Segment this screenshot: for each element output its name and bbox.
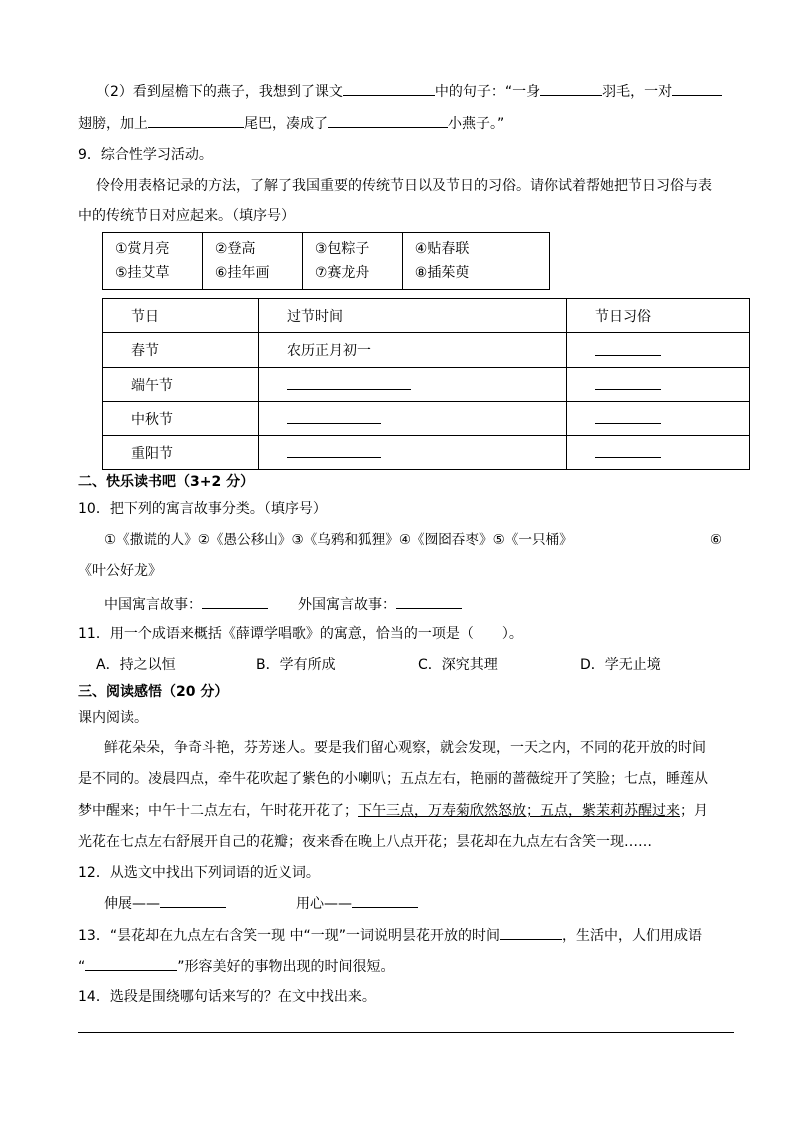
q9-intro-line2: 中的传统节日对应起来。（填序号） [78,208,295,224]
q10-stories-line1: ①《撒谎的人》②《愚公移山》③《乌鸦和狐狸》④《囫囵吞枣》⑤《一只桶》 ⑥ [104,532,722,548]
festival-time [259,436,567,470]
section3-title: 三、阅读感悟（20 分） [78,684,229,700]
answer-blank[interactable] [287,409,381,424]
answer-blank[interactable] [148,113,244,128]
answer-blank[interactable] [595,341,661,356]
custom-options-table [102,232,550,290]
festival-name: 春节 [103,333,259,368]
option-cell: ②登高 ⑥挂年画 [202,233,302,290]
header-festival: 节日 [103,299,259,333]
festival-time: 农历正月初一 [259,333,567,368]
q14-title: 14．选段是围绕哪句话来写的？在文中找出来。 [78,989,376,1005]
passage-line: 是不同的。凌晨四点，牵牛花吹起了紫色的小喇叭；五点左右，艳丽的蔷薇绽开了笑脸；七点，睡莲从 [78,771,708,787]
header-time: 过节时间 [259,299,567,333]
q11-option[interactable]: D．学无止境 [580,657,661,673]
festival-name: 中秋节 [103,402,259,436]
section2-title: 二、快乐读书吧（3+2 分） [78,474,255,490]
header-custom: 节日习俗 [567,299,750,333]
answer-blank[interactable] [160,893,226,908]
q10-stories-line2: 《叶公好龙》 [78,563,162,579]
passage-line: 鲜花朵朵，争奇斗艳，芬芳迷人。要是我们留心观察，就会发现，一天之内，不同的花开放的时间 [104,740,706,756]
answer-blank[interactable] [287,375,411,390]
q11-option[interactable]: C．深究其理 [418,657,498,673]
passage-line: 梦中醒来；中午十二点左右，午时花开花了；下午三点，万寿菊欣然怒放；五点，紫茉莉苏醒过来；月 [78,803,708,819]
underlined-sentence: 下午三点，万寿菊欣然怒放；五点，紫茉莉苏醒过来 [358,803,680,819]
festival-name: 重阳节 [103,436,259,470]
answer-blank[interactable] [287,443,381,458]
q10-title: 10．把下列的寓言故事分类。（填序号） [78,501,327,517]
q8-part2-line2: 翅膀，加上 尾巴，凑成了 小燕子。” [78,113,504,134]
festival-name: 端午节 [103,368,259,402]
answer-blank[interactable] [595,375,661,390]
festival-time [259,368,567,402]
answer-blank[interactable] [396,594,462,609]
answer-blank[interactable] [328,113,448,128]
custom-cell [567,436,750,470]
q10-answer-line: 中国寓言故事： 外国寓言故事： [104,594,462,615]
answer-blank[interactable] [352,893,418,908]
answer-blank[interactable] [540,81,602,96]
custom-cell [567,368,750,402]
custom-cell [567,333,750,368]
festival-table [102,298,750,470]
festival-time [259,402,567,436]
answer-blank[interactable] [202,594,268,609]
option-cell: ④贴春联 ⑧插茱萸 [402,233,549,290]
answer-blank[interactable] [595,409,661,424]
answer-blank[interactable] [595,443,661,458]
option-cell: ①赏月亮 ⑤挂艾草 [103,233,203,290]
reading-label: 课内阅读。 [78,710,148,726]
answer-blank[interactable] [672,81,722,96]
q13-line1: 13．“昙花却在九点左右含笑一现 中“一现”一词说明昙花开放的时间 ，生活中，人们用成语 [78,925,702,946]
answer-blank[interactable] [500,925,562,940]
q9-title: 9．综合性学习活动。 [78,147,213,163]
q11-title: 11．用一个成语来概括《薛谭学唱歌》的寓意，恰当的一项是（ ）。 [78,626,523,642]
passage-line: 光花在七点左右舒展开自己的花瓣；夜来香在晚上八点开花；昙花却在九点左右含笑一现…… [78,834,652,850]
answer-blank[interactable] [85,956,177,971]
q9-intro-line1: 伶伶用表格记录的方法，了解了我国重要的传统节日以及节日的习俗。请你试着帮她把节日习俗与表 [96,178,712,194]
option-cell: ③包粽子 ⑦赛龙舟 [302,233,402,290]
q13-line2: “ ”形容美好的事物出现的时间很短。 [78,956,395,977]
q14-answer-line[interactable] [78,1032,734,1033]
q8-part2-line1: （2）看到屋檐下的燕子，我想到了课文 中的句子：“一身 羽毛，一对 [96,81,722,102]
q11-option[interactable]: A．持之以恒 [96,657,176,673]
q12-title: 12．从选文中找出下列词语的近义词。 [78,865,320,881]
custom-cell [567,402,750,436]
q12-answer-line: 伸展—— 用心—— [104,893,418,914]
answer-blank[interactable] [343,81,435,96]
q11-option[interactable]: B．学有所成 [256,657,336,673]
